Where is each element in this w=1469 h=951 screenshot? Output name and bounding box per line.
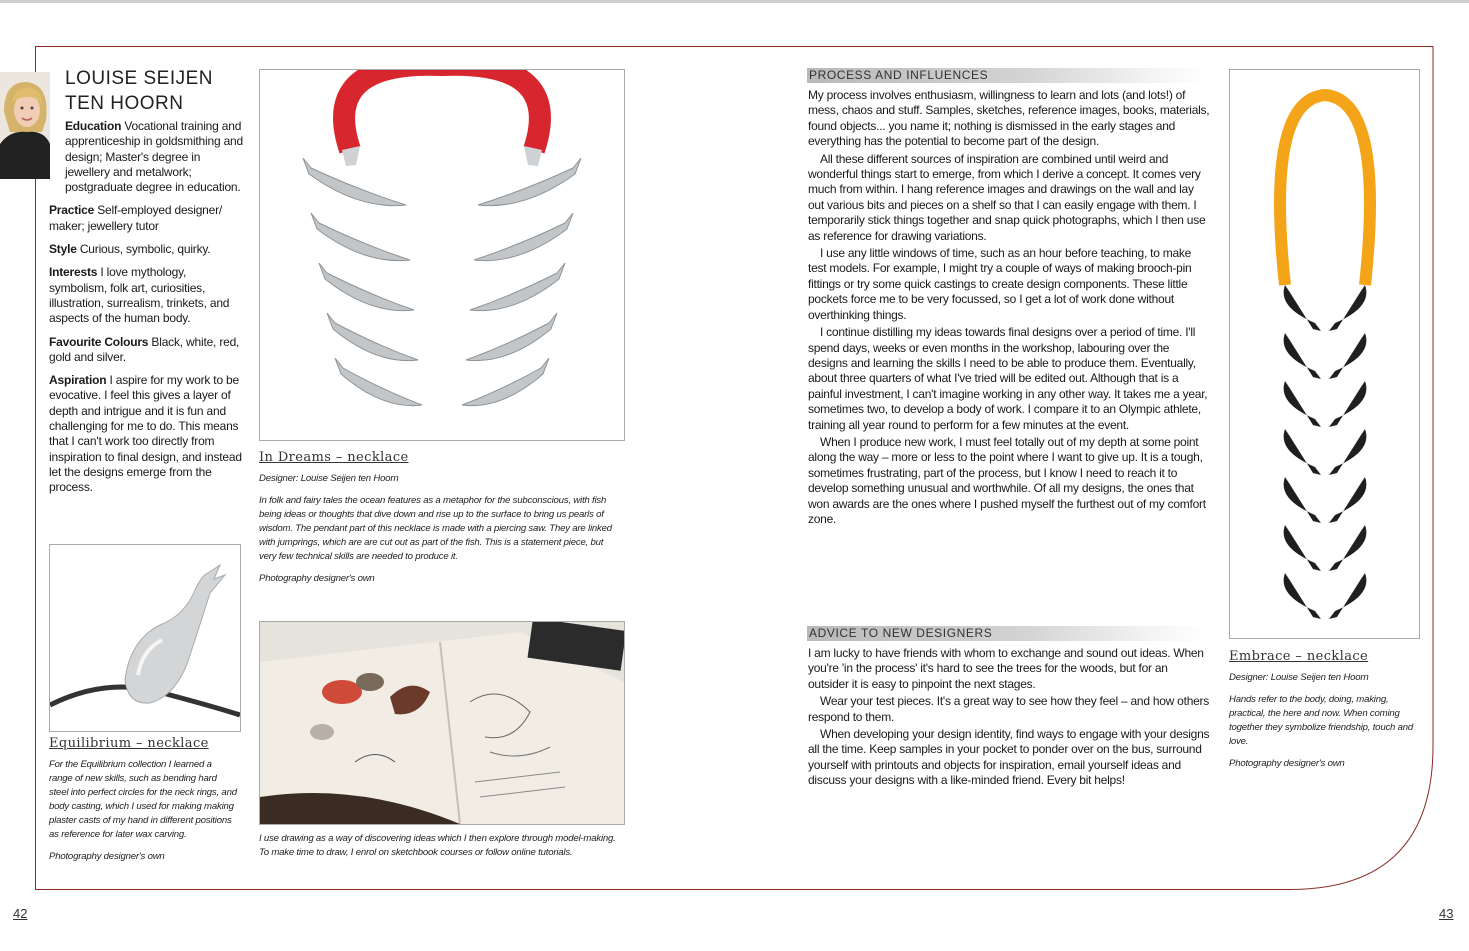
fish-charm: [335, 358, 422, 406]
practice-text: Self-employed designer/ maker; jewellery tutor: [49, 203, 223, 233]
fish-charm: [462, 358, 549, 406]
fish-charm: [319, 263, 414, 311]
hand-link: [1329, 429, 1366, 475]
hand-link: [1329, 285, 1366, 331]
page-number-left: 42: [13, 906, 28, 921]
embrace-credit: Photography designer's own: [1229, 758, 1345, 769]
process-paragraph-2: All these different sources of inspiration are combined until weird and wonderful things start to emerge, from which I derive a concept. It comes very much from within. I hang reference images and drawings on the wall and lay out various bits and pieces on a shelf so that I can easily engage with them. I temporarily stick things together and snap quick photographs, which I then use as reference for drawing variations.: [808, 151, 1206, 243]
aspiration-label: Aspiration: [49, 373, 107, 388]
colours-text: Black, white, red, gold and silver.: [49, 334, 240, 364]
profile-details: [49, 119, 245, 504]
hand-link: [1284, 285, 1321, 331]
page-number-right: 43: [1439, 906, 1454, 921]
fish-pendant-group: [303, 158, 581, 406]
process-paragraph-3: I use any little windows of time, such as an hour before teaching, to make test models. For example, I might try a couple of ways of making brooch-pin fittings or try some quick castings to create design components. These little pockets force me to be very focussed, so I get a lot of work done without overthinking things.: [808, 246, 1192, 322]
hand-link: [1284, 381, 1321, 427]
embrace-text: Hands refer to the body, doing, making, practical, the here and now. When coming together they symbolize friendship, touch and love.: [1229, 694, 1414, 747]
designer-portrait: [0, 72, 50, 179]
embrace-caption: [1229, 671, 1419, 779]
in-dreams-credit: Photography designer's own: [259, 573, 375, 584]
advice-heading: ADVICE TO NEW DESIGNERS: [807, 626, 1209, 641]
name-line-1: LOUISE SEIJEN: [65, 68, 213, 89]
colours-label: Favourite Colours: [49, 334, 149, 349]
aspiration-text: I aspire for my work to be evocative. I feel this gives a layer of depth and intrigue and it is fun and challenging for me to do. This means that I can't work too directly from inspiration to final design, and instead let the designs emerge from the process.: [49, 373, 242, 495]
hands-chain-group: [1284, 285, 1367, 619]
hand-link: [1284, 333, 1321, 379]
hand-link: [1329, 381, 1366, 427]
fish-charm: [470, 263, 565, 311]
style-label: Style: [49, 242, 77, 257]
interests-text: I love mythology, symbolism, folk art, curiosities, illustration, surrealism, trinkets, and aspects of the human body.: [49, 265, 230, 326]
fish-charm: [474, 213, 573, 261]
advice-body: [808, 646, 1210, 791]
name-line-2: TEN HOORN: [65, 93, 184, 114]
embrace-photo: [1229, 69, 1420, 639]
advice-paragraph-1: I am lucky to have friends with whom to exchange and sound out ideas. When you're 'in the process' it's hard to see the trees for the woods, but for an outsider it is easy to pinpoint the next stages.: [808, 646, 1204, 691]
embrace-title: Embrace – necklace: [1229, 649, 1369, 664]
process-paragraph-4: I continue distilling my ideas towards final designs over a period of time. I'll spend days, weeks or even months in the workshop, labouring over the designs and learning the skills I need to be able to produce them. Eventually, about three quarters of what I've tried will be edited out. Although that is a painful investment, I can't imagine working in any other way. It takes me a year, sometimes two, to develop a body of work. I compare it to an Olympic athlete, training all year round to perform for a few minutes at the event.: [808, 325, 1208, 432]
education-label: Education: [65, 119, 122, 133]
hand-link: [1284, 525, 1321, 571]
hand-link: [1284, 477, 1321, 523]
hand-link: [1329, 573, 1366, 619]
equilibrium-text: For the Equilibrium collection I learned a range of new skills, such as bending hard steel into perfect circles for the neck rings, and body casting, which I used for making making plaster casts of my hand in different positions as reference for later wax carving.: [49, 759, 237, 840]
embrace-designer: Designer: Louise Seijen ten Hoorn: [1229, 672, 1369, 683]
equilibrium-credit: Photography designer's own: [49, 851, 165, 862]
hand-link: [1284, 573, 1321, 619]
fish-charm: [311, 213, 410, 261]
education-text: Vocational training and apprenticeship in goldsmithing and design; Master's degree in jewellery and metalwork; postgraduate degree in education.: [65, 119, 243, 195]
process-paragraph-5: When I produce new work, I must feel totally out of my depth at some point along the way – more or less to the point where I want to give up. It is a tough, sometimes frustrating, part of the process, but I know I need to reach it to develop something unusual and worthwhile. Of all my designs, the ones that won awards are the ones where I pushed myself the furthest out of my comfort zone.: [808, 434, 1206, 526]
sketchbook-caption: I use drawing as a way of discovering ideas which I then explore through model-making. To make time to draw, I enrol on sketchbook courses or follow online tutorials.: [259, 833, 616, 858]
in-dreams-title: In Dreams – necklace: [259, 450, 409, 465]
process-paragraph-1: My process involves enthusiasm, willingness to learn and lots (and lots!) of mess, chaos and stuff. Samples, sketches, reference images, books, materials, found objects... you name it; nothing is dismissed in the early stages and everything has the potential to become part of the design.: [808, 88, 1210, 149]
equilibrium-caption: [49, 758, 237, 872]
process-body: [808, 88, 1210, 529]
interests-label: Interests: [49, 265, 98, 280]
equilibrium-photo: [49, 544, 241, 732]
top-border-line: [0, 0, 1469, 3]
style-text: Curious, symbolic, quirky.: [79, 242, 211, 257]
equilibrium-title: Equilibrium – necklace: [49, 736, 209, 751]
hand-link: [1284, 429, 1321, 475]
designer-name: [65, 66, 213, 116]
hand-link: [1329, 333, 1366, 379]
advice-paragraph-3: When developing your design identity, find ways to engage with your designs all the time. Keep samples in your pocket to ponder over on the bus, surround yourself with printouts and objects for inspiration, email yourself ideas and discuss your designs with a like-minded friend. Every bit helps!: [808, 727, 1210, 788]
practice-label: Practice: [49, 203, 95, 218]
hand-link: [1329, 525, 1366, 571]
process-heading: PROCESS AND INFLUENCES: [807, 68, 1209, 83]
in-dreams-designer: Designer: Louise Seijen ten Hoorn: [259, 473, 399, 484]
hand-link: [1329, 477, 1366, 523]
fish-charm: [327, 313, 418, 361]
in-dreams-text: In folk and fairy tales the ocean features as a metaphor for the subconscious, with fish being ideas or thoughts that dive down and rise up to the surface to bring us pearls of wisdom. The pendant part of this necklace is made with a piercing saw. They are linked with jumprings, which are are cut out as part of the fish. This is a statement piece, but very few technical skills are needed to produce it.: [259, 495, 612, 562]
in-dreams-photo: [259, 69, 625, 441]
in-dreams-caption: [259, 472, 623, 594]
sketchbook-photo: [259, 621, 625, 825]
fish-charm: [466, 313, 557, 361]
advice-paragraph-2: Wear your test pieces. It's a great way to see how they feel – and how others respond to them.: [808, 694, 1210, 724]
